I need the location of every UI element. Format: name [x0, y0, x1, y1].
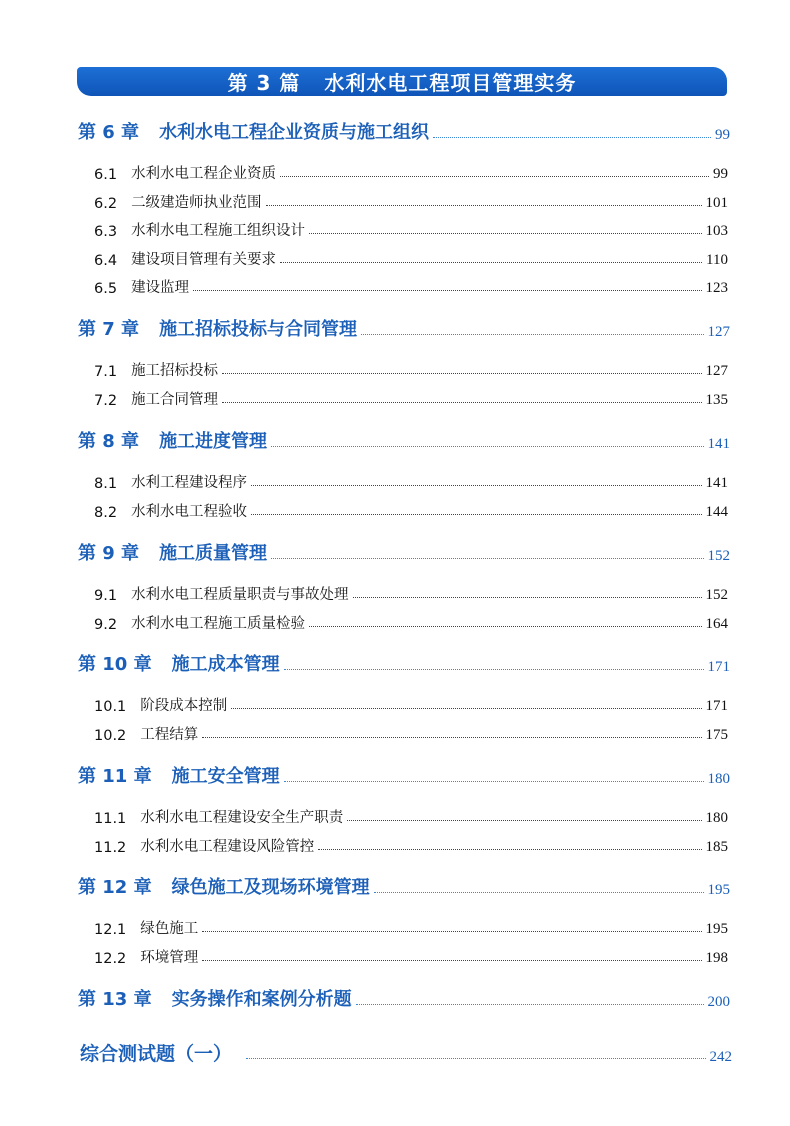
section-title: 施工合同管理: [131, 391, 219, 408]
section-entry[interactable]: [94, 273, 728, 297]
chapter-title: 施工招标投标与合同管理: [159, 319, 358, 340]
test-page: 242: [709, 1049, 732, 1065]
chapter-page: 152: [707, 548, 730, 564]
section-page: 101: [705, 194, 728, 211]
leader-dots: [280, 262, 702, 263]
section-entry[interactable]: [94, 943, 728, 967]
section-page: 164: [705, 615, 728, 632]
section-page: 195: [705, 921, 728, 937]
section-number: 12.1: [94, 922, 127, 938]
section-entry[interactable]: [94, 914, 728, 938]
chapter-entry[interactable]: [78, 120, 730, 144]
leader-dots: [347, 820, 701, 821]
section-entry[interactable]: [94, 803, 728, 827]
section-number: 6.5: [94, 281, 118, 297]
leader-dots: [193, 290, 701, 291]
part-title: 水利水电工程项目管理实务: [324, 71, 577, 95]
section-number: 7.1: [94, 364, 118, 380]
chapter-title: 水利水电工程企业资质与施工组织: [159, 122, 430, 143]
section-page: 185: [705, 838, 728, 855]
leader-dots: [202, 960, 701, 961]
chapter-page: 180: [707, 771, 730, 787]
section-title: 建设项目管理有关要求: [131, 251, 277, 268]
chapter-title: 绿色施工及现场环境管理: [171, 877, 370, 898]
section-title: 水利水电工程验收: [131, 503, 248, 520]
chapter-title: 实务操作和案例分析题: [171, 989, 352, 1010]
section-title: 二级建造师执业范围: [131, 194, 262, 211]
section-number: 7.2: [94, 392, 118, 409]
part-banner: [77, 67, 727, 96]
section-title: 水利工程建设程序: [131, 475, 248, 491]
leader-dots: [374, 892, 704, 893]
section-title: 水利水电工程企业资质: [131, 166, 277, 182]
section-page: 175: [705, 726, 728, 743]
section-title: 水利水电工程施工质量检验: [131, 615, 306, 632]
section-page: 144: [705, 503, 728, 520]
leader-dots: [284, 669, 704, 670]
leader-dots: [246, 1058, 705, 1059]
section-entry[interactable]: [94, 468, 728, 492]
section-title: 水利水电工程建设安全生产职责: [140, 810, 344, 826]
chapter-page: 99: [715, 127, 730, 143]
section-number: 8.2: [94, 504, 118, 521]
section-page: 180: [705, 810, 728, 826]
section-entry[interactable]: [94, 245, 728, 269]
chapter-number: 第 12 章: [78, 877, 152, 898]
test-entry[interactable]: [80, 1042, 732, 1066]
chapter-number: 第 8 章: [78, 431, 140, 452]
section-number: 8.1: [94, 476, 118, 492]
section-title: 水利水电工程质量职责与事故处理: [131, 587, 349, 603]
section-title: 水利水电工程施工组织设计: [131, 223, 306, 239]
section-page: 135: [705, 391, 728, 408]
section-number: 6.4: [94, 252, 118, 269]
chapter-number: 第 6 章: [78, 122, 140, 143]
section-entry[interactable]: [94, 691, 728, 715]
section-page: 171: [705, 698, 728, 714]
section-entry[interactable]: [94, 385, 728, 409]
leader-dots: [280, 176, 709, 177]
chapter-page: 200: [707, 994, 730, 1010]
section-page: 127: [705, 363, 728, 379]
section-number: 6.2: [94, 195, 118, 212]
section-title: 环境管理: [140, 949, 199, 966]
leader-dots: [271, 558, 703, 559]
section-entry[interactable]: [94, 580, 728, 604]
section-number: 9.1: [94, 588, 118, 604]
chapter-entry[interactable]: [78, 652, 730, 676]
section-number: 12.2: [94, 950, 127, 967]
chapter-entry[interactable]: [78, 987, 730, 1011]
chapter-title: 施工成本管理: [171, 654, 280, 675]
leader-dots: [284, 781, 704, 782]
section-entry[interactable]: [94, 720, 728, 744]
section-entry[interactable]: [94, 832, 728, 856]
leader-dots: [251, 514, 701, 515]
chapter-page: 127: [707, 324, 730, 340]
leader-dots: [251, 485, 701, 486]
chapter-entry[interactable]: [78, 764, 730, 788]
chapter-title: 施工质量管理: [159, 543, 268, 564]
section-page: 152: [705, 587, 728, 603]
leader-dots: [231, 708, 701, 709]
leader-dots: [202, 737, 701, 738]
leader-dots: [353, 597, 702, 598]
section-title: 阶段成本控制: [140, 698, 228, 714]
chapter-entry[interactable]: [78, 541, 730, 565]
chapter-entry[interactable]: [78, 429, 730, 453]
section-page: 103: [705, 223, 728, 239]
section-entry[interactable]: [94, 216, 728, 240]
section-title: 水利水电工程建设风险管控: [140, 838, 315, 855]
section-title: 建设监理: [131, 280, 190, 296]
test-title: 综合测试题（一）: [80, 1043, 233, 1065]
section-number: 11.1: [94, 811, 127, 827]
section-title: 施工招标投标: [131, 363, 219, 379]
section-entry[interactable]: [94, 497, 728, 521]
section-entry[interactable]: [94, 159, 728, 183]
section-page: 141: [705, 475, 728, 491]
chapter-number: 第 13 章: [78, 989, 152, 1010]
leader-dots: [433, 137, 711, 138]
section-page: 198: [705, 949, 728, 966]
section-number: 10.2: [94, 727, 127, 744]
leader-dots: [202, 931, 701, 932]
chapter-page: 171: [707, 659, 730, 675]
leader-dots: [309, 233, 701, 234]
chapter-page: 141: [707, 436, 730, 452]
section-title: 工程结算: [140, 726, 199, 743]
section-number: 9.2: [94, 616, 118, 633]
leader-dots: [309, 626, 701, 627]
leader-dots: [222, 373, 701, 374]
chapter-page: 195: [707, 882, 730, 898]
section-entry[interactable]: [94, 356, 728, 380]
leader-dots: [356, 1004, 704, 1005]
section-page: 99: [713, 166, 728, 182]
leader-dots: [271, 446, 703, 447]
chapter-number: 第 11 章: [78, 766, 152, 787]
leader-dots: [318, 849, 701, 850]
leader-dots: [266, 205, 702, 206]
section-page: 123: [705, 280, 728, 296]
section-number: 6.3: [94, 224, 118, 240]
section-entry[interactable]: [94, 609, 728, 633]
chapter-title: 施工安全管理: [171, 766, 280, 787]
part-number: 第 3 篇: [227, 71, 301, 95]
chapter-entry[interactable]: [78, 875, 730, 899]
section-title: 绿色施工: [140, 921, 199, 937]
chapter-number: 第 7 章: [78, 319, 140, 340]
chapter-number: 第 10 章: [78, 654, 152, 675]
section-number: 6.1: [94, 167, 118, 183]
leader-dots: [222, 402, 701, 403]
section-number: 10.1: [94, 699, 127, 715]
section-page: 110: [706, 251, 728, 268]
leader-dots: [361, 334, 703, 335]
chapter-number: 第 9 章: [78, 543, 140, 564]
section-number: 11.2: [94, 839, 127, 856]
chapter-entry[interactable]: [78, 317, 730, 341]
section-entry[interactable]: [94, 188, 728, 212]
chapter-title: 施工进度管理: [159, 431, 268, 452]
